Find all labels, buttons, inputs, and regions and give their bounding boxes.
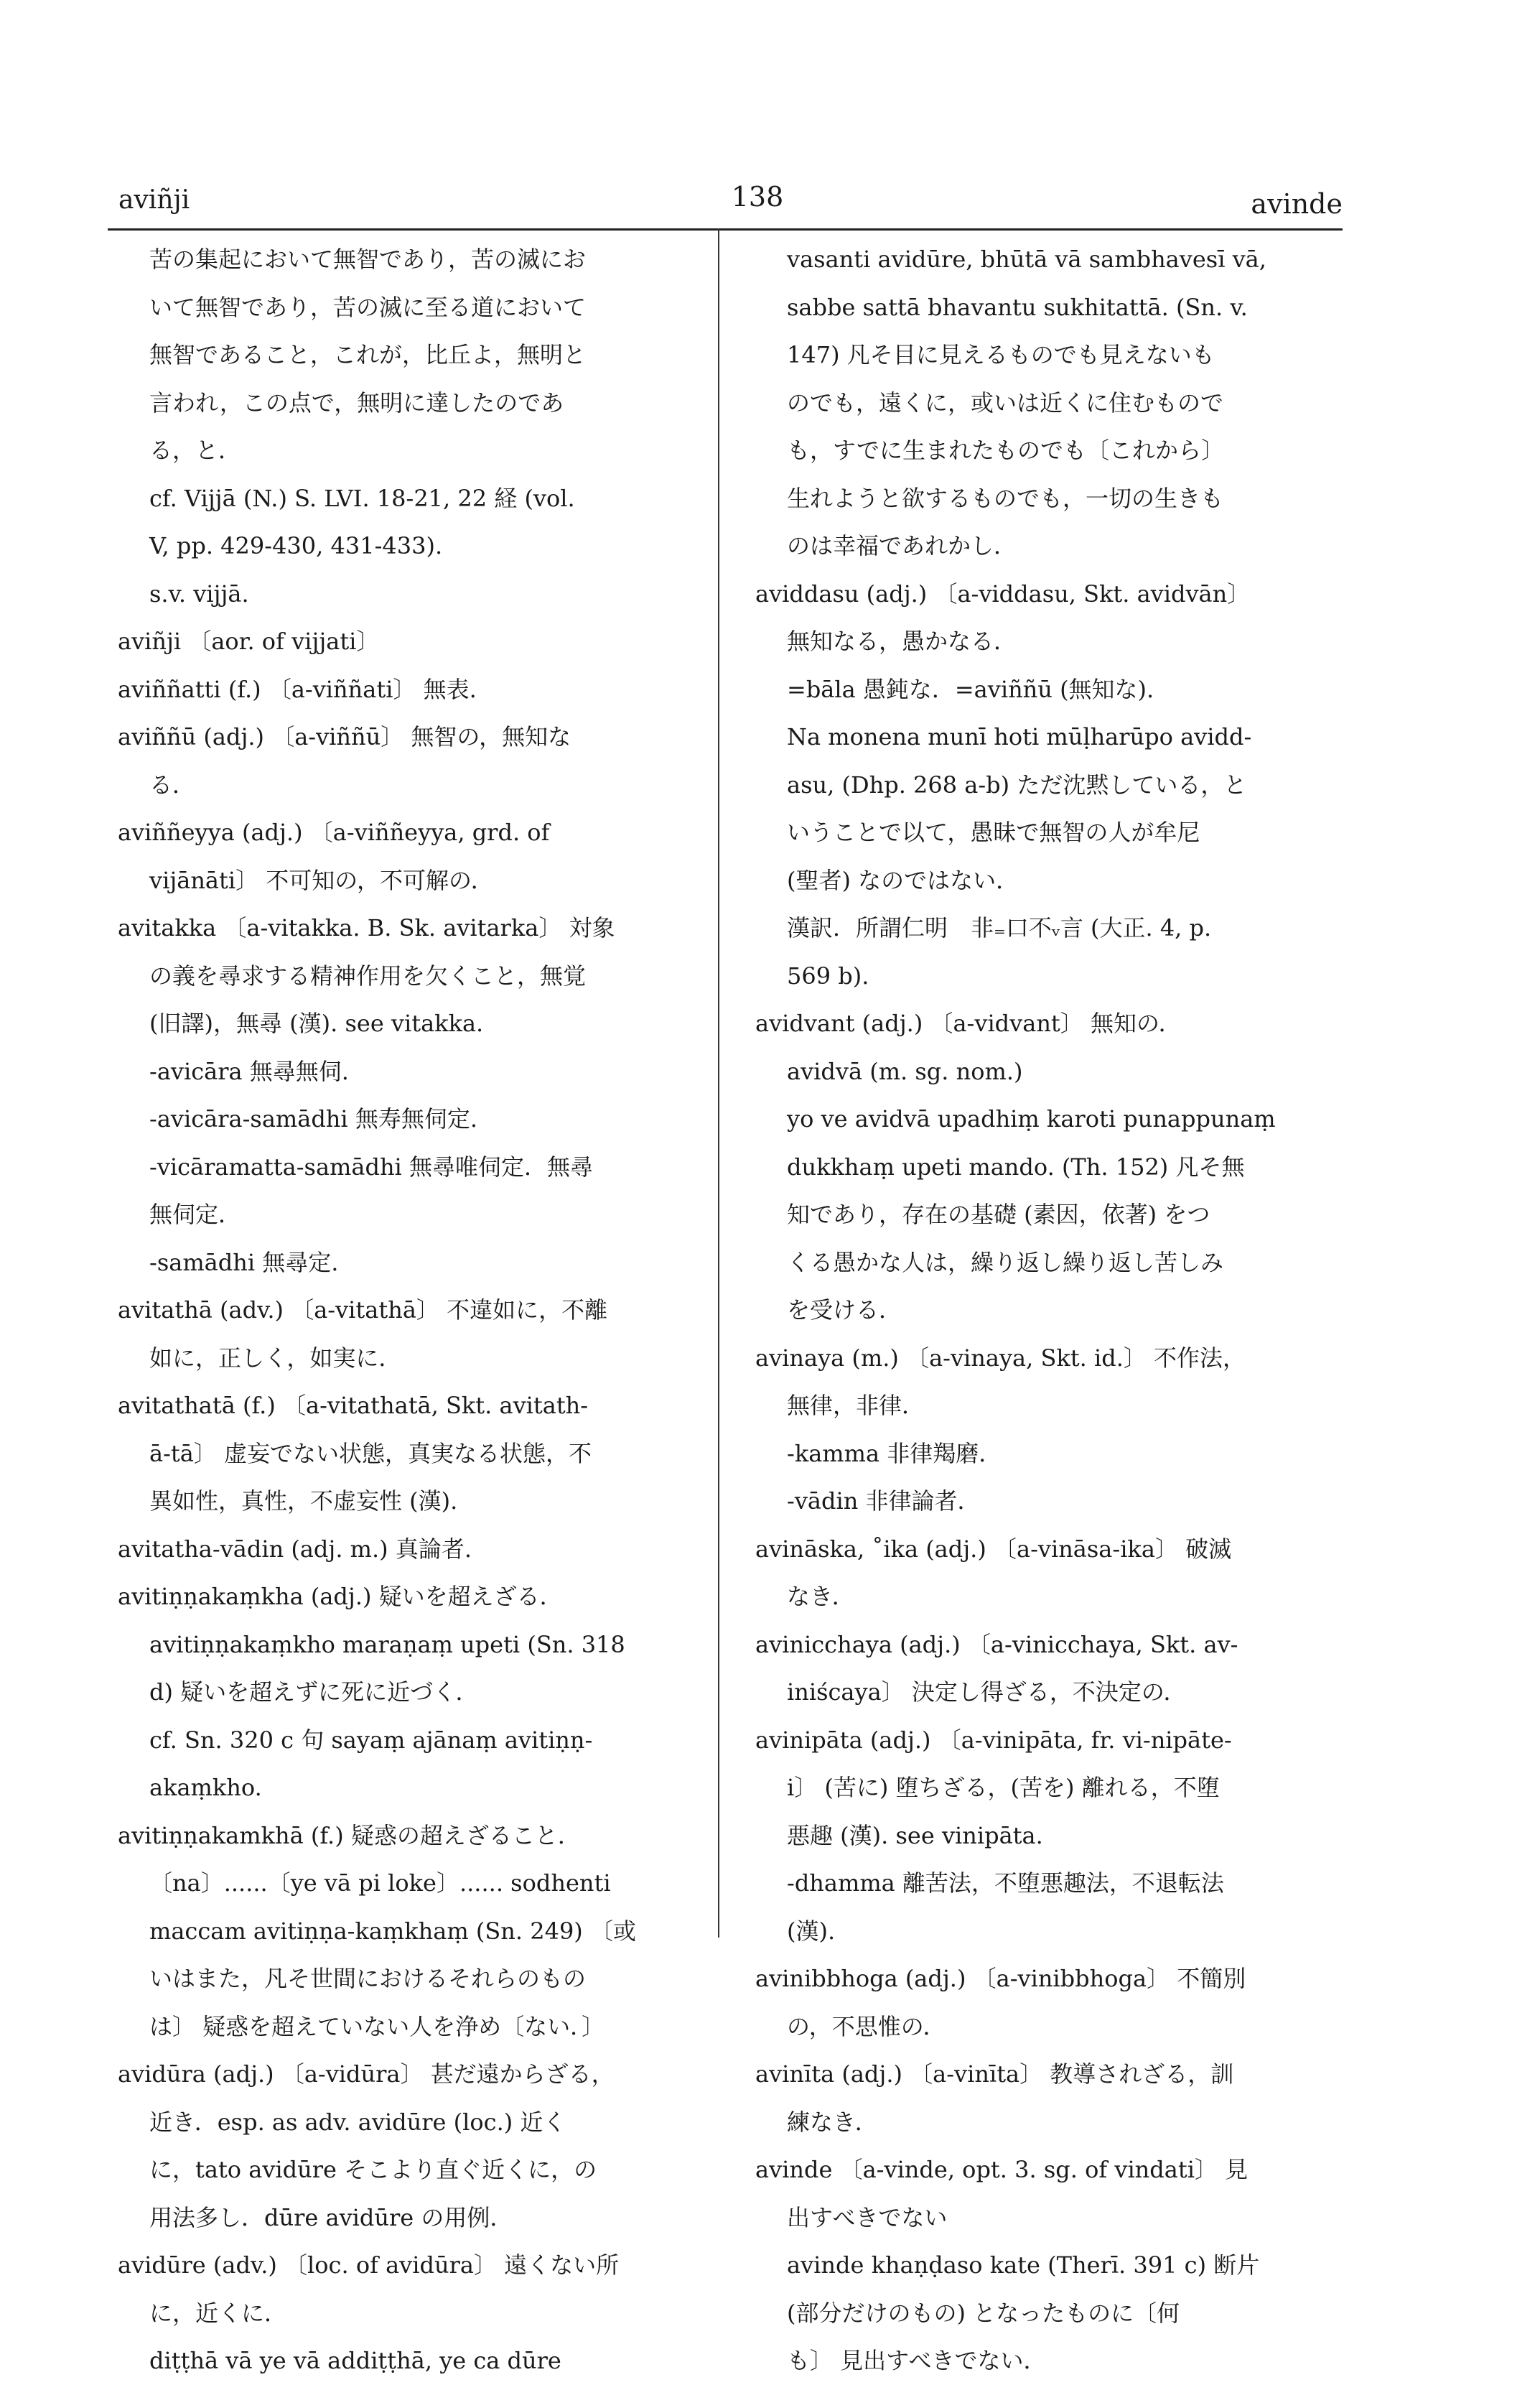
entry-text-line: -samādhi 無尋定. [149, 1248, 339, 1276]
entry-text-line: akaṃkho. [149, 1774, 262, 1801]
entry-text-line: 〔na〕......〔ye vā pi loke〕...... sodhenti [149, 1869, 611, 1897]
entry-text-line: 用法多し．dūre avidūre の用例． [149, 2203, 513, 2231]
headword-line: avitiṇṇakamkhā (f.) 疑惑の超えざること． [118, 1821, 581, 1849]
entry-text-line: avidvā (m. sg. nom.) [787, 1057, 1023, 1085]
entry-text-line: dukkhaṃ upeti mando. (Th. 152) 凡そ無 [787, 1153, 1245, 1181]
entry-text-line: -vicāramatta-samādhi 無尋唯伺定．無尋 [149, 1153, 593, 1181]
headword-line: avidūre (adv.) 〔loc. of avidūra〕 遠くない所 [118, 2251, 620, 2279]
entry-text-line: avinde khaṇḍaso kate (Therī. 391 c) 断片 [787, 2251, 1260, 2279]
entry-text-line: のは幸福であれかし． [787, 532, 1017, 559]
entry-text-line: なき． [787, 1583, 855, 1610]
entry-text-line: 出すべきでない [787, 2203, 948, 2231]
entry-text-line: (旧譯)，無尋 (漢). see vitakka. [149, 1010, 484, 1037]
entry-text-line: 147) 凡そ目に見えるものでも見えないも [787, 341, 1215, 368]
entry-text-line: vijānāti〕 不可知の，不可解の． [149, 866, 494, 894]
entry-text-line: 異如性，真性，不虚妄性 (漢). [149, 1487, 458, 1515]
entry-text-line: asu, (Dhp. 268 a-b) ただ沈黙している，と [787, 771, 1247, 799]
headword-line: avināska, ˚ika (adj.) 〔a-vināsa-ika〕 破滅 [755, 1535, 1232, 1563]
entry-text-line: sabbe sattā bhavantu sukhitattā. (Sn. v. [787, 293, 1248, 321]
entry-text-line: yo ve avidvā upadhiṃ karoti punappunaṃ [787, 1105, 1276, 1133]
entry-text-line: maccam avitiṇṇa-kaṃkhaṃ (Sn. 249) 〔或 [149, 1917, 636, 1945]
entry-text-line: 苦の集起において無智であり，苦の滅にお [149, 246, 587, 273]
entry-text-line: を受ける． [787, 1296, 902, 1324]
entry-text-line: iniścaya〕 決定し得ざる，不決定の． [787, 1678, 1187, 1706]
headword-line: avitakka 〔a-vitakka. B. Sk. avitarka〕 対象 [118, 914, 615, 942]
entry-text-line: 練なき． [787, 2108, 878, 2136]
entry-text-line: avitiṇṇakaṃkho maraṇaṃ upeti (Sn. 318 [149, 1630, 625, 1658]
entry-text-line: ā-tā〕 虚妄でない状態，真実なる状態，不 [149, 1439, 592, 1467]
column-divider [718, 228, 719, 1938]
entry-text-line: 無知なる，愚かなる． [787, 628, 1017, 655]
headword-line: aviññeyya (adj.) 〔a-viññeyya, grd. of [118, 819, 550, 846]
entry-text-line: cf. Sn. 320 c 句 sayaṃ ajānaṃ avitiṇṇ- [149, 1726, 593, 1754]
entry-text-line: 言われ，この点で，無明に達したのであ [149, 389, 564, 417]
entry-text-line: も，すでに生まれたものでも〔これから〕 [787, 437, 1224, 464]
entry-text-line: は〕 疑惑を超えていない人を浄め〔ない．〕 [149, 2012, 605, 2040]
entry-text-line: V, pp. 429-430, 431-433). [149, 532, 443, 559]
headword-line: avinicchaya (adj.) 〔a-vinicchaya, Skt. av- [755, 1630, 1238, 1658]
headword-line: avitathatā (f.) 〔a-vitathatā, Skt. avitath- [118, 1392, 589, 1419]
left-column [108, 236, 704, 2385]
entry-text-line: Na monena munī hoti mūḷharūpo avidd- [787, 723, 1252, 750]
entry-text-line: に，tato avidūre そこより直ぐ近くに，の [149, 2156, 597, 2183]
entry-text-line: 悪趣 (漢). see vinipāta. [787, 1821, 1043, 1849]
entry-text-line: -avicāra 無尋無伺. [149, 1057, 349, 1085]
headword-line: avitiṇṇakaṃkha (adj.) 疑いを超えざる． [118, 1583, 563, 1610]
header-right-guideword: avinde [1251, 188, 1343, 220]
headword-line: aviññū (adj.) 〔a-viññū〕 無智の，無知な [118, 723, 571, 750]
entry-text-line: -kamma 非律羯磨． [787, 1439, 1002, 1467]
entry-text-line: の義を尋求する精神作用を欠くこと，無覚 [149, 962, 587, 990]
entry-text-line: -dhamma 離苦法，不堕悪趣法，不退転法 [787, 1869, 1224, 1897]
headword-line: aviññatti (f.) 〔a-viññati〕 無表. [118, 675, 477, 703]
headword-line: avinde 〔a-vinde, opt. 3. sg. of vindati〕 見 [755, 2156, 1249, 2183]
headword-line: aviddasu (adj.) 〔a-viddasu, Skt. avidvān〕 [755, 580, 1251, 608]
entry-text-line: 漢訳．所謂仁明 非₌口不ᵥ言 (大正. 4, p. [787, 914, 1212, 942]
entry-text-line: いはまた，凡そ世間におけるそれらのもの [149, 1965, 587, 1992]
entry-text-line: る，と． [149, 437, 242, 464]
entry-text-line: 知であり，存在の基礎 (素因，依著) をつ [787, 1201, 1210, 1228]
headword-line: avinibbhoga (adj.) 〔a-vinibbhoga〕 不簡別 [755, 1965, 1246, 1992]
entry-text-line: vasanti avidūre, bhūtā vā sambhavesī vā, [787, 246, 1266, 273]
entry-text-line: る． [149, 771, 196, 799]
entry-text-line: (聖者) なのではない． [787, 866, 1019, 894]
headword-line: aviñji 〔aor. of vijjati〕 [118, 628, 380, 655]
headword-line: avidūra (adj.) 〔a-vidūra〕 甚だ遠からざる， [118, 2060, 615, 2088]
entry-text-line: のでも，遠くに，或いは近くに住むもので [787, 389, 1224, 417]
entry-text-line: くる愚かな人は，繰り返し繰り返し苦しみ [787, 1248, 1224, 1276]
entry-text-line: =bāla 愚鈍な．=aviññū (無知な). [787, 675, 1154, 703]
entry-text-line: -vādin 非律論者． [787, 1487, 981, 1515]
entry-text-line: (漢). [787, 1917, 836, 1945]
headword-line: avinīta (adj.) 〔a-vinīta〕 教導されざる，訓 [755, 2060, 1234, 2088]
entry-text-line: に，近くに． [149, 2299, 288, 2327]
entry-text-line: 無伺定． [149, 1201, 242, 1228]
entry-text-line: いうことで以て，愚昧で無智の人が牟尼 [787, 819, 1200, 846]
entry-text-line: i〕 (苦に) 堕ちざる，(苦を) 離れる，不堕 [787, 1774, 1220, 1801]
entry-text-line: 近き．esp. as adv. avidūre (loc.) 近く [149, 2108, 566, 2136]
headword-line: avitathā (adv.) 〔a-vitathā〕 不違如に，不離 [118, 1296, 608, 1324]
entry-text-line: も〕 見出すべきでない． [787, 2347, 1047, 2374]
entry-text-line: -avicāra-samādhi 無寿無伺定. [149, 1105, 477, 1133]
page-number: 138 [731, 181, 784, 213]
entry-text-line: 生れようと欲するものでも，一切の生きも [787, 484, 1224, 512]
entry-text-line: cf. Vijjā (N.) S. LVI. 18-21, 22 経 (vol. [149, 484, 575, 512]
entry-text-line: (部分だけのもの) となったものに〔何 [787, 2299, 1180, 2327]
header-rule [108, 228, 1343, 231]
entry-text-line: 如に，正しく，如実に． [149, 1344, 402, 1372]
headword-line: avinaya (m.) 〔a-vinaya, Skt. id.〕 不作法， [755, 1344, 1246, 1372]
header-left-guideword: aviñji [118, 185, 190, 215]
entry-text-line: 無律，非律． [787, 1392, 925, 1419]
headword-line: avitatha-vādin (adj. m.) 真論者. [118, 1535, 472, 1563]
entry-text-line: diṭṭhā vā ye vā addiṭṭhā, ye ca dūre [149, 2347, 561, 2374]
entry-text-line: s.v. vijjā. [149, 580, 249, 608]
entry-text-line: いて無智であり，苦の滅に至る道において [149, 293, 587, 321]
entry-text-line: d) 疑いを超えずに死に近づく． [149, 1678, 479, 1706]
headword-line: avinipāta (adj.) 〔a-vinipāta, fr. vi-nipāte- [755, 1726, 1232, 1754]
running-header [0, 0, 1540, 230]
entry-text-line: 無智であること，これが，比丘よ，無明と [149, 341, 587, 368]
headword-line: avidvant (adj.) 〔a-vidvant〕 無知の． [755, 1010, 1182, 1037]
right-column [745, 236, 1345, 2385]
entry-text-line: 569 b). [787, 962, 869, 990]
entry-text-line: の，不思惟の． [787, 2012, 946, 2040]
